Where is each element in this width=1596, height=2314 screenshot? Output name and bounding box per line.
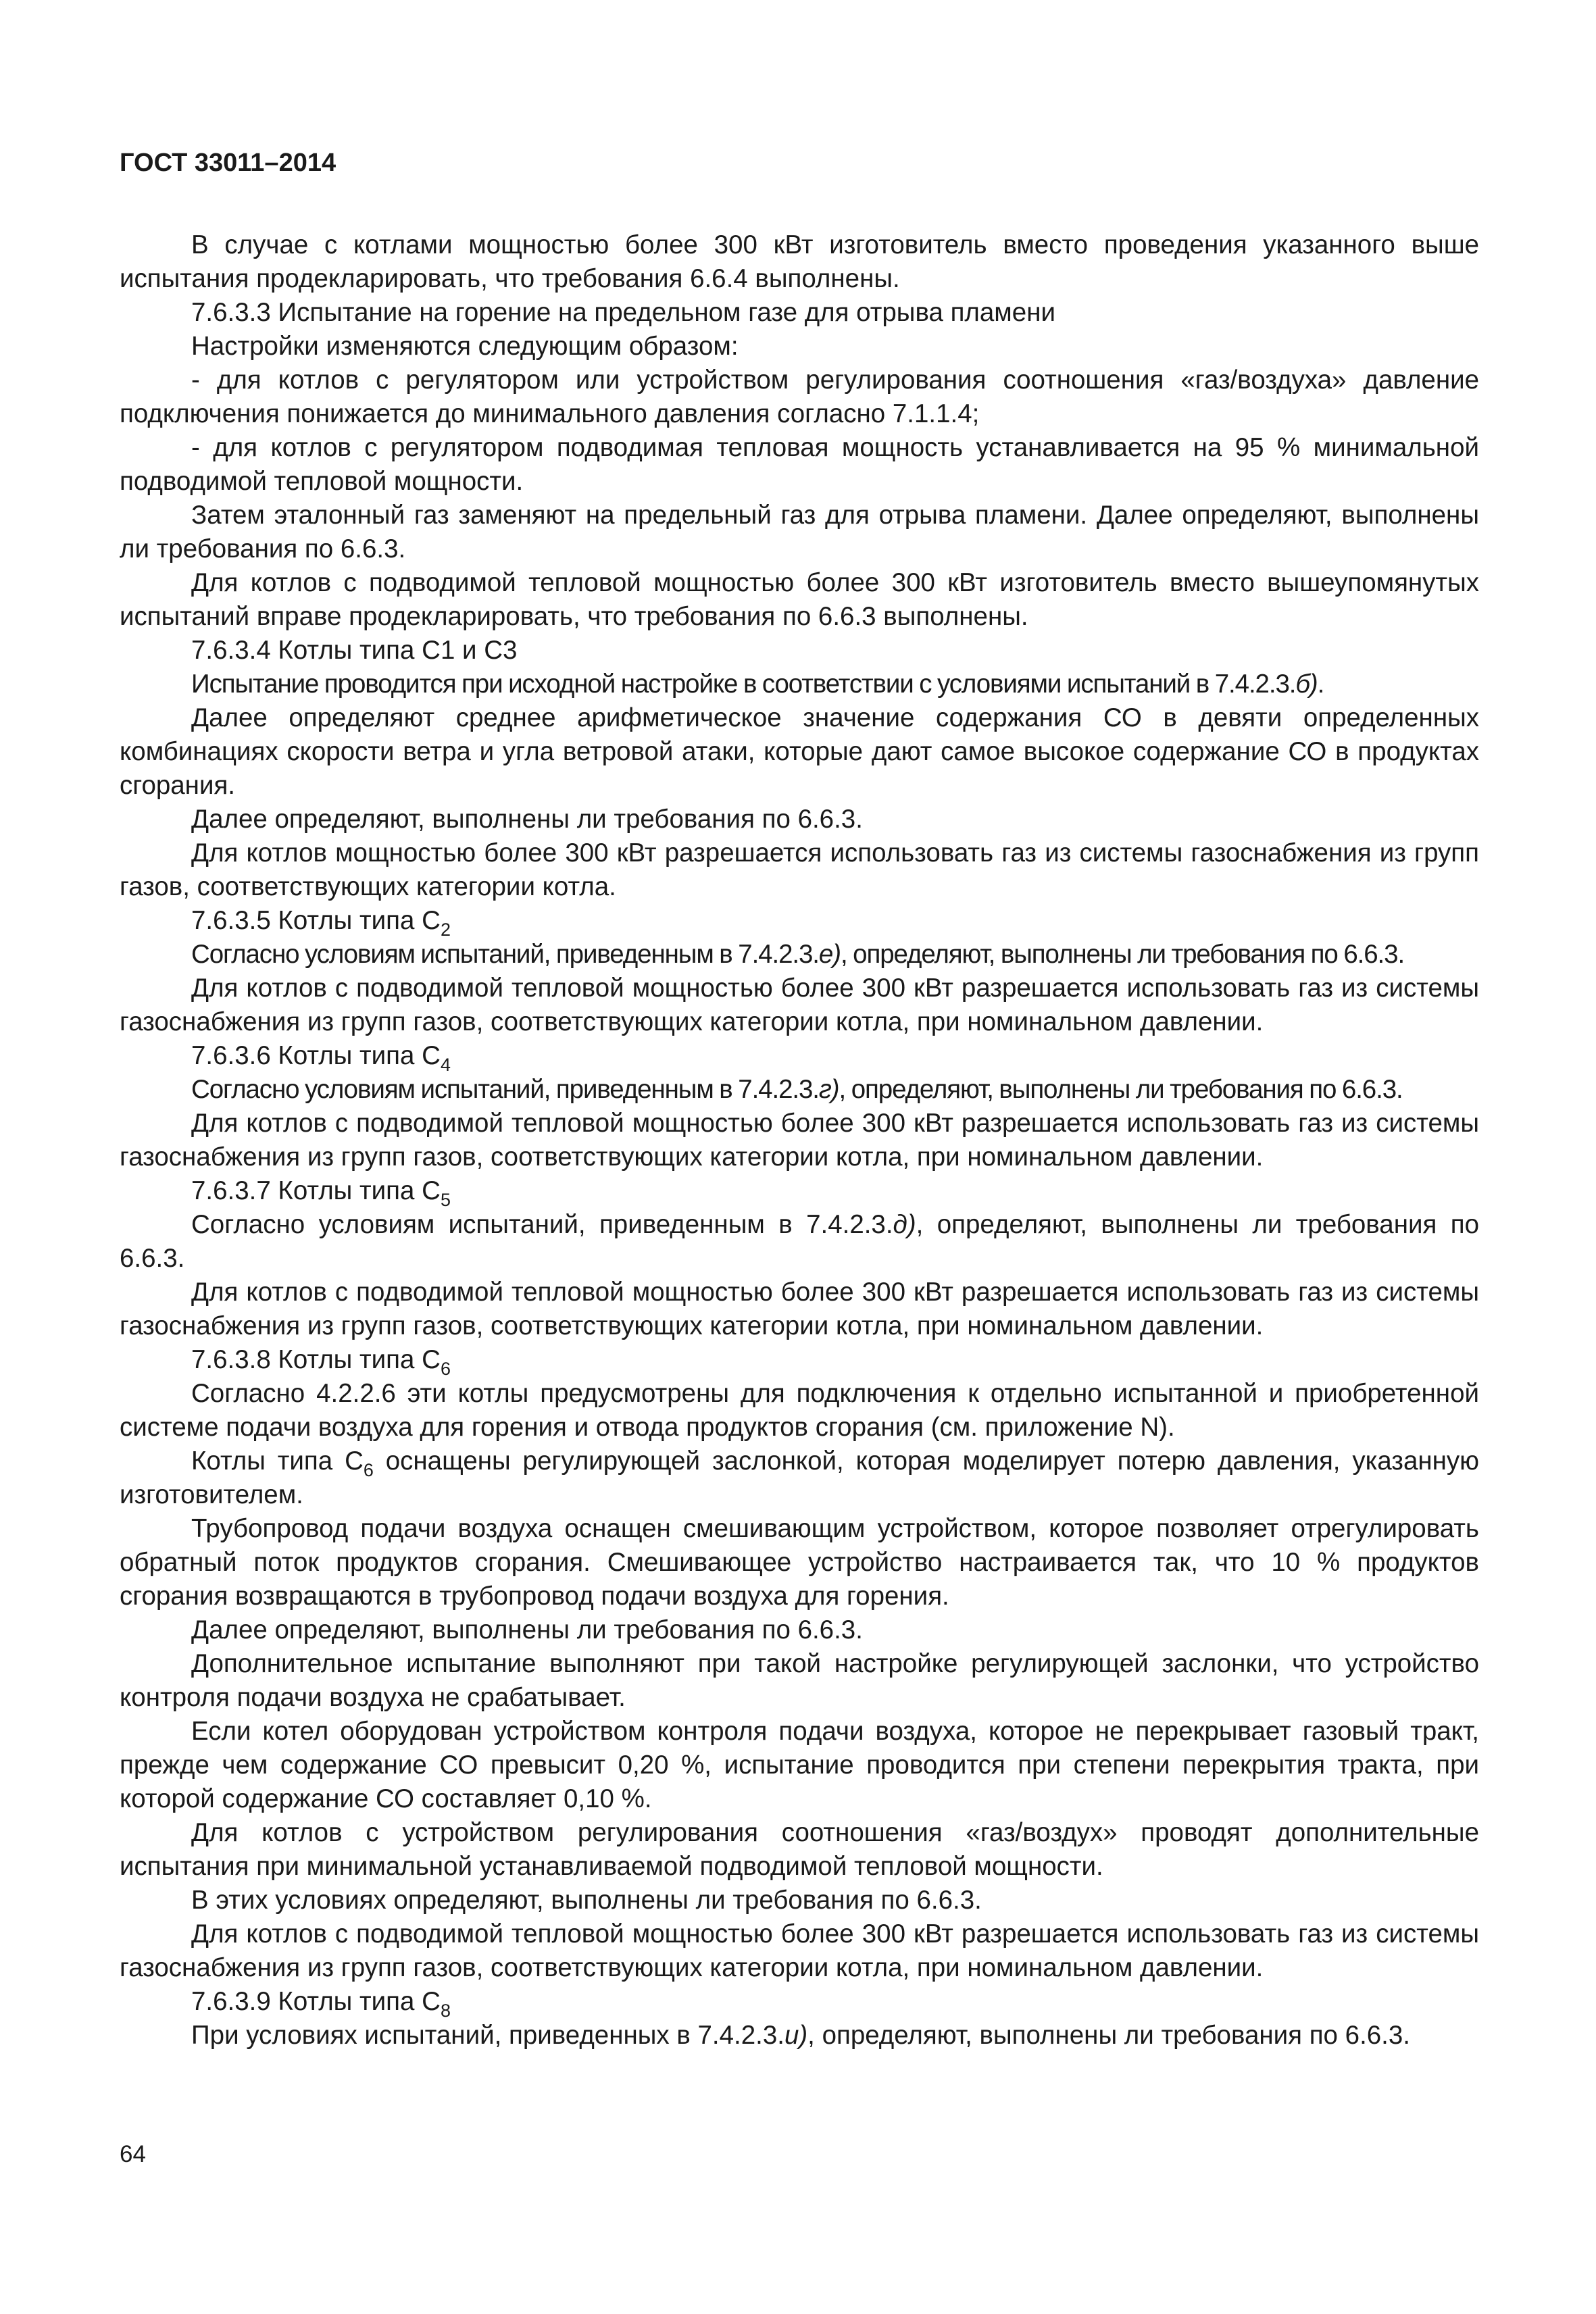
paragraph: [120, 803, 1479, 836]
paragraph-text: Согласно 4.2.2.6 эти котлы предусмотрены для подключения к отдельно испытанной и приобретенной системе подачи воздуха для горения и отвода продуктов сгорания (см. приложение N).: [120, 1379, 1479, 1442]
paragraph: [120, 938, 1479, 972]
paragraph-text: Согласно условиям испытаний, приведенным в 7.4.2.3.: [191, 1075, 819, 1104]
paragraph-text: Дополнительное испытание выполняют при такой настройке регулирующей заслонки, что устройство контроля подачи воздуха не срабатывает.: [120, 1649, 1479, 1712]
paragraph-text: Настройки изменяются следующим образом:: [191, 332, 739, 361]
paragraph: [120, 1073, 1479, 1107]
paragraph-text: Для котлов мощностью более 300 кВт разрешается использовать газ из системы газоснабжения из групп газов, соответствующих категории котла.: [120, 838, 1479, 901]
paragraph-text: Для котлов с подводимой тепловой мощностью более 300 кВт разрешается использовать газ из системы газоснабжения из групп газов, соответствующих категории котла, при номинальном давлении.: [120, 974, 1479, 1036]
paragraph-text: Если котел оборудован устройством контроля подачи воздуха, которое не перекрывает газовый тракт, прежде чем содержание СО превысит 0,20 %, испытание проводится при степени перекрытия тракта, при которой содержание СО составляет 0,10 %.: [120, 1717, 1479, 1813]
section-heading: [120, 904, 1479, 938]
paragraph: [120, 1377, 1479, 1444]
paragraph: [120, 566, 1479, 634]
paragraph-text: В случае с котлами мощностью более 300 кВт изготовитель вместо проведения указанного выше испытания продекларировать, что требования 6.6.4 выполнены.: [120, 230, 1479, 293]
section-heading-text: 7.6.3.9 Котлы типа С: [191, 1987, 441, 2016]
section-heading-text: 7.6.3.7 Котлы типа С: [191, 1176, 441, 1205]
section-heading: [120, 296, 1479, 330]
paragraph: [120, 972, 1479, 1039]
page-number: 64: [120, 2141, 146, 2167]
paragraph-text-tail: , определяют, выполнены ли требования по 6.6.3.: [839, 1075, 1403, 1104]
section-heading-text: 7.6.3.4 Котлы типа С1 и С3: [191, 636, 518, 665]
paragraph: [120, 1444, 1479, 1512]
boiler-type-subscript: 6: [363, 1460, 374, 1480]
paragraph: [120, 1613, 1479, 1647]
boiler-type-subscript: 5: [440, 1190, 451, 1210]
paragraph-text: Для котлов с подводимой тепловой мощностью более 300 кВт изготовитель вместо вышеупомянутых испытаний вправе продекларировать, что требования по 6.6.3 выполнены.: [120, 568, 1479, 631]
section-heading: [120, 1039, 1479, 1073]
section-heading: [120, 1343, 1479, 1377]
paragraph: [120, 499, 1479, 566]
section-heading-text: 7.6.3.8 Котлы типа С: [191, 1345, 441, 1374]
paragraph-text-tail: , определяют, выполнены ли требования по 6.6.3.: [807, 2021, 1410, 2050]
subclause-reference: д): [893, 1210, 916, 1239]
paragraph: [120, 1208, 1479, 1276]
paragraph: [120, 1816, 1479, 1884]
paragraph: [120, 2019, 1479, 2053]
paragraph: [120, 1917, 1479, 1985]
paragraph-text: Для котлов с подводимой тепловой мощностью более 300 кВт разрешается использовать газ из системы газоснабжения из групп газов, соответствующих категории котла, при номинальном давлении.: [120, 1109, 1479, 1172]
paragraph-text: Для котлов с устройством регулирования соотношения «газ/воздух» проводят дополнительные испытания при минимальной устанавливаемой подводимой тепловой мощности.: [120, 1818, 1479, 1881]
section-heading: [120, 1985, 1479, 2019]
subclause-reference: б): [1295, 670, 1318, 699]
paragraph: [120, 701, 1479, 803]
paragraph-text: Далее определяют, выполнены ли требования по 6.6.3.: [191, 1615, 863, 1644]
paragraph: [120, 836, 1479, 904]
paragraph-text-tail: оснащены регулирующей заслонкой, которая моделирует потерю давления, указанную изготовителем.: [120, 1447, 1480, 1509]
paragraph-text-tail: , определяют, выполнены ли требования по 6.6.3.: [840, 940, 1405, 969]
paragraph: [120, 330, 1479, 363]
section-heading-text: 7.6.3.5 Котлы типа С: [191, 906, 441, 935]
section-heading-text: 7.6.3.6 Котлы типа С: [191, 1041, 441, 1070]
subclause-reference: и): [784, 2021, 808, 2050]
body-text: [120, 228, 1479, 2053]
paragraph: [120, 1512, 1479, 1613]
paragraph-text: Испытание проводится при исходной настройке в соответствии с условиями испытаний в 7.4.2.3.: [191, 670, 1296, 699]
paragraph-text-tail: , определяют, выполнены ли требования по 6.6.3.: [120, 1210, 1480, 1273]
boiler-type-subscript: 4: [440, 1055, 451, 1075]
paragraph-text: Согласно условиям испытаний, приведенным в 7.4.2.3.: [191, 940, 819, 969]
boiler-type-subscript: 6: [440, 1359, 451, 1379]
paragraph-text: Котлы типа С: [191, 1447, 364, 1476]
paragraph-text: Трубопровод подачи воздуха оснащен смешивающим устройством, которое позволяет отрегулировать обратный поток продуктов сгорания. Смешивающее устройство настраивается так, что 10 % продуктов сгорания возвращаются в трубопровод подачи воздуха для горения.: [120, 1514, 1479, 1611]
paragraph-text: Затем эталонный газ заменяют на предельный газ для отрыва пламени. Далее определяют, выполнены ли требования по 6.6.3.: [120, 501, 1479, 563]
subclause-reference: е): [818, 940, 841, 969]
list-item-text: - для котлов с регулятором подводимая тепловая мощность устанавливается на 95 % минимальной подводимой тепловой мощности.: [120, 433, 1479, 496]
list-item: [120, 431, 1479, 499]
boiler-type-subscript: 8: [440, 2001, 451, 2021]
paragraph-text: Согласно условиям испытаний, приведенным в 7.4.2.3.: [191, 1210, 893, 1239]
paragraph: [120, 668, 1479, 701]
document-code-header: ГОСТ 33011–2014: [120, 149, 336, 177]
paragraph-text: При условиях испытаний, приведенных в 7.4.2.3.: [191, 2021, 784, 2050]
paragraph-text-tail: .: [1317, 670, 1324, 699]
paragraph: [120, 1647, 1479, 1715]
paragraph: [120, 228, 1479, 296]
paragraph: [120, 1107, 1479, 1174]
paragraph: [120, 1715, 1479, 1816]
paragraph-text: Далее определяют, выполнены ли требования по 6.6.3.: [191, 805, 863, 834]
section-heading: [120, 634, 1479, 668]
list-item-text: - для котлов с регулятором или устройством регулирования соотношения «газ/воздуха» давление подключения понижается до минимального давления согласно 7.1.1.4;: [120, 366, 1479, 428]
section-heading: [120, 1174, 1479, 1208]
paragraph: [120, 1276, 1479, 1343]
list-item: [120, 363, 1479, 431]
paragraph-text: В этих условиях определяют, выполнены ли требования по 6.6.3.: [191, 1886, 982, 1915]
section-heading-text: 7.6.3.3 Испытание на горение на предельном газе для отрыва пламени: [191, 298, 1055, 327]
paragraph-text: Для котлов с подводимой тепловой мощностью более 300 кВт разрешается использовать газ из системы газоснабжения из групп газов, соответствующих категории котла, при номинальном давлении.: [120, 1919, 1479, 1982]
paragraph: [120, 1884, 1479, 1917]
paragraph-text: Далее определяют среднее арифметическое значение содержания СО в девяти определенных комбинациях скорости ветра и угла ветровой атаки, которые дают самое высокое содержание СО в продуктах сгорания.: [120, 703, 1479, 800]
boiler-type-subscript: 2: [440, 920, 451, 940]
paragraph-text: Для котлов с подводимой тепловой мощностью более 300 кВт разрешается использовать газ из системы газоснабжения из групп газов, соответствующих категории котла, при номинальном давлении.: [120, 1278, 1479, 1340]
subclause-reference: г): [818, 1075, 839, 1104]
